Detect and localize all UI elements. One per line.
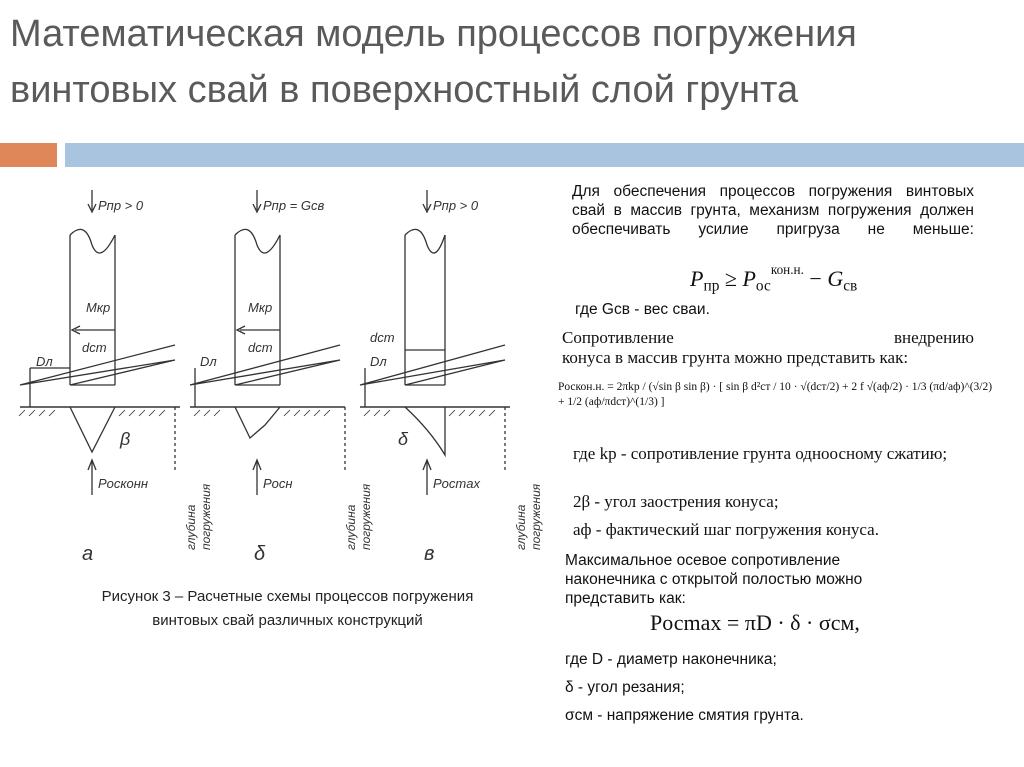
f1-op: ≥ [724, 265, 737, 291]
where-gsv: где Gсв - вес сваи. [575, 301, 710, 318]
scheme-a-angle: β [120, 429, 131, 449]
scheme-b-moment: Mкр [248, 300, 273, 315]
scheme-c-top-label: Pпр > 0 [433, 198, 479, 213]
para2-b: внедрению [893, 328, 974, 347]
para2-c: конуса в массив грунта можно представить как: [562, 348, 909, 367]
scheme-a-diameter: dст [82, 340, 107, 355]
f1-lhs-sub: пр [703, 277, 720, 295]
scheme-a-top-label: Pпр > 0 [98, 198, 144, 213]
scheme-c-bottom-label: Pосmax [433, 476, 480, 491]
paragraph-cone [562, 328, 974, 368]
formula-force [690, 262, 857, 295]
depth-label-c-2: погружения [529, 483, 543, 550]
where-af: aф - фактический шаг погружения конуса. [573, 520, 879, 539]
paragraph-max-resistance: Максимальное осевое сопротивление наконечника с открытой полостью можно представить как: [565, 552, 863, 607]
figure-caption [40, 585, 535, 633]
figure-caption-line2: винтовых свай различных конструкций [152, 612, 423, 629]
formula-max-resistance: Pосmax = πD · δ · σсм, [650, 610, 860, 635]
f1-g: G [827, 265, 844, 291]
scheme-b-bottom-label: Pосн [263, 476, 293, 491]
f1-rhs-sup: кон.н. [770, 262, 804, 277]
para2-a: Сопротивление [562, 328, 674, 347]
scheme-a-outer: Dл [36, 354, 53, 369]
figure-caption-line1: Рисунок 3 – Расчетные схемы процессов погружения [101, 588, 474, 605]
depth-label-b-2: погружения [359, 483, 373, 550]
f1-minus: − [809, 265, 822, 291]
scheme-c-letter: в [424, 543, 435, 565]
where-beta: 2β - угол заострения конуса; [573, 492, 779, 511]
scheme-c-angle: δ [398, 429, 409, 449]
depth-label-b-1: глубина [344, 504, 358, 550]
formula-cone-resistance: Pоскон.н. = 2πkp / (√sin β sin β) · [ sin β d²ст / 10 · √(dст/2) + 2 f √(aф/2) · 1/3 (πd/aф)^(3/2) + 1/2 (aф/πdст)^(1/3) ] [558, 381, 993, 408]
scheme-b-letter: δ [254, 543, 266, 565]
f1-rhs-sub: ос [755, 277, 771, 295]
accent-bar-orange [0, 143, 57, 167]
scheme-c-diameter: dст [370, 330, 395, 345]
scheme-a-letter: а [82, 543, 94, 565]
scheme-b-top-label: Pпр = Gсв [263, 198, 325, 213]
depth-label-a-1: глубина [184, 504, 198, 550]
calculation-schemes-figure [0, 170, 560, 590]
paragraph-pile-force: Для обеспечения процессов погружения винтовых свай в массив грунта, механизм погружения должен обеспечивать усилие пригруза не меньше: [572, 183, 974, 238]
where-delta: δ - угол резания; [565, 679, 685, 696]
scheme-a-moment: Mкр [86, 300, 111, 315]
f1-g-sub: св [843, 277, 858, 295]
where-d: где D - диаметр наконечника; [565, 651, 777, 668]
scheme-a-bottom-label: Pосконн [98, 476, 149, 491]
where-kp: где kр - сопротивление грунта одноосному сжатию; [573, 444, 948, 463]
f1-rhs: P [742, 265, 756, 291]
page-title: Математическая модель процессов погружения винтовых свай в поверхностный слой грунта [10, 13, 857, 111]
accent-bar-blue [65, 143, 1024, 167]
f1-lhs: P [690, 265, 704, 291]
scheme-c-outer: Dл [370, 354, 387, 369]
depth-label-a-2: погружения [199, 483, 213, 550]
where-sigma: σсм - напряжение смятия грунта. [565, 707, 804, 724]
scheme-b-outer: Dл [200, 354, 217, 369]
depth-label-c-1: глубина [514, 504, 528, 550]
scheme-b-diameter: dст [248, 340, 273, 355]
